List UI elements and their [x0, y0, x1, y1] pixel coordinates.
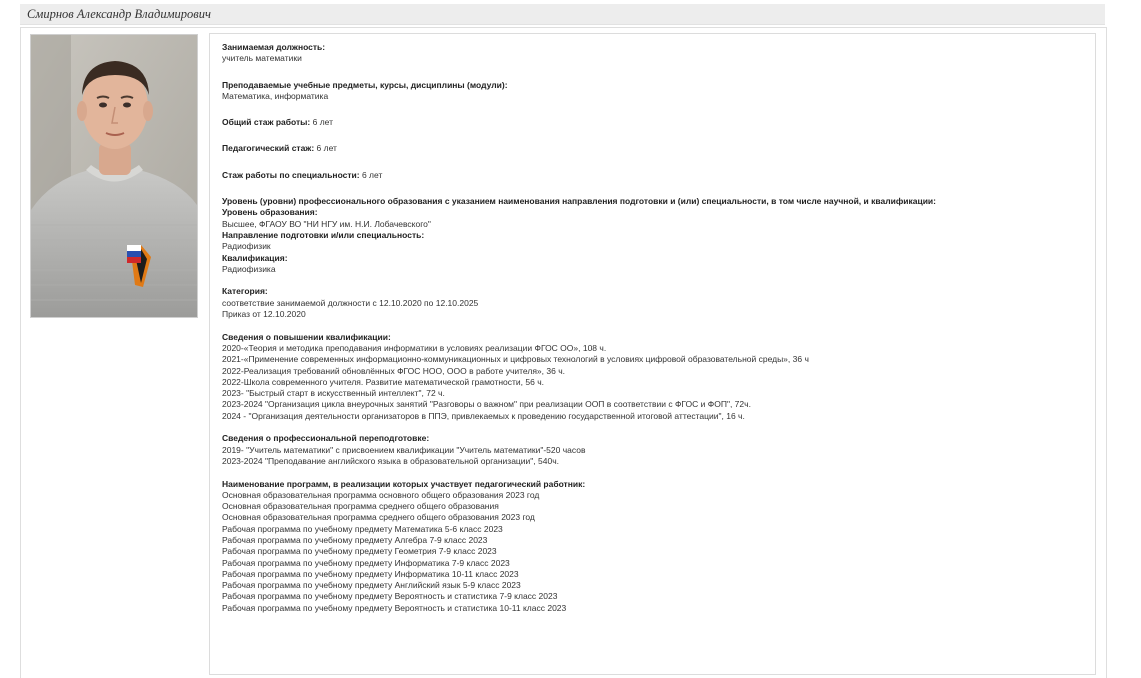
qualification-upgrade-item: 2022-Реализация требований обновлённых ФГОС НОО, ООО в работе учителя», 36 ч. [222, 365, 565, 376]
education-direction-label: Направление подготовки и/или специальность: [222, 229, 425, 240]
program-item: Рабочая программа по учебному предмету Информатика 7-9 класс 2023 [222, 557, 510, 568]
person-header [20, 4, 1105, 25]
qualification-upgrade-label: Сведения о повышении квалификации: [222, 331, 391, 342]
teaching-experience [222, 143, 1082, 154]
category-label: Категория: [222, 286, 268, 297]
education-qualification-label: Квалификация: [222, 252, 288, 263]
education-qualification-value: Радиофизика [222, 263, 276, 274]
education-direction-value: Радиофизик [222, 241, 271, 252]
education-section [222, 196, 1082, 275]
retraining-label: Сведения о профессиональной переподготовке: [222, 433, 430, 444]
education-level-label: Уровень образования: [222, 207, 318, 218]
program-item: Основная образовательная программа основного общего образования 2023 год [222, 489, 540, 500]
programs-section [222, 479, 1082, 615]
program-item: Рабочая программа по учебному предмету Алгебра 7-9 класс 2023 [222, 534, 488, 545]
subjects-section [222, 80, 1082, 103]
qualification-upgrade-item: 2024 - "Организация деятельности организаторов в ППЭ, привлекаемых к проведению государственной итоговой аттестации", 16 ч. [222, 410, 745, 421]
position-value: учитель математики [222, 53, 302, 64]
profile-info-panel [209, 33, 1096, 675]
program-item: Рабочая программа по учебному предмету Вероятность и статистика 10-11 класс 2023 [222, 602, 567, 613]
program-item: Рабочая программа по учебному предмету Вероятность и статистика 7-9 класс 2023 [222, 591, 558, 602]
retraining-item: 2019- "Учитель математики" с присвоением квалификации "Учитель математики"-520 часов [222, 444, 586, 455]
total-experience-label: Общий стаж работы: [222, 117, 311, 128]
profile-content [222, 42, 1082, 614]
program-item: Рабочая программа по учебному предмету Геометрия 7-9 класс 2023 [222, 546, 497, 557]
teaching-experience-label: Педагогический стаж: [222, 143, 315, 154]
qualification-upgrade-item: 2022-Школа современного учителя. Развитие математической грамотности, 56 ч. [222, 376, 544, 387]
total-experience-value: 6 лет [310, 117, 334, 128]
program-item: Рабочая программа по учебному предмету Математика 5-6 класс 2023 [222, 523, 503, 534]
person-name: Смирнов Александр Владимирович [27, 7, 211, 21]
education-level-value: Высшее, ФГАОУ ВО "НИ НГУ им. Н.И. Лобачевского" [222, 218, 431, 229]
category-line: соответствие занимаемой должности с 12.10.2020 по 12.10.2025 [222, 297, 479, 308]
specialty-experience-label: Стаж работы по специальности: [222, 169, 360, 180]
program-item: Основная образовательная программа среднего общего образования 2023 год [222, 512, 535, 523]
position-section [222, 42, 1082, 65]
total-experience [222, 117, 1082, 128]
education-heading: Уровень (уровни) профессионального образования с указанием наименования направления подготовки и (или) специальности, в том числе научной, и квалификации: [222, 196, 936, 207]
program-item: Рабочая программа по учебному предмету Информатика 10-11 класс 2023 [222, 568, 519, 579]
qualification-upgrade-item: 2023-2024 "Организация цикла внеурочных занятий "Разговоры о важном" при реализации ООП в соответствии с ФГОС и ФОП", 72ч. [222, 399, 751, 410]
qualification-upgrade-section [222, 332, 1082, 422]
portrait-image [31, 35, 197, 317]
category-line: Приказ от 12.10.2020 [222, 309, 306, 320]
retraining-section [222, 433, 1082, 467]
program-item: Основная образовательная программа среднего общего образования [222, 501, 499, 512]
program-item: Рабочая программа по учебному предмету Английский язык 5-9 класс 2023 [222, 580, 521, 591]
qualification-upgrade-item: 2020-«Теория и методика преподавания информатики в условиях реализации ФГОС ОО», 108 ч. [222, 342, 607, 353]
subjects-label: Преподаваемые учебные предметы, курсы, дисциплины (модули): [222, 79, 508, 90]
teaching-experience-value: 6 лет [314, 143, 337, 154]
person-photo [30, 34, 198, 318]
qualification-upgrade-item: 2021-«Применение современных информационно-коммуникационных и цифровых технологий в условиях цифровой образовательной среды», 36 ч [222, 354, 809, 365]
specialty-experience-value: 6 лет [359, 169, 383, 180]
subjects-value: Математика, информатика [222, 90, 329, 101]
retraining-item: 2023-2024 "Преподавание английского языка в образовательной организации", 540ч. [222, 455, 560, 466]
programs-label: Наименование программ, в реализации которых участвует педагогический работник: [222, 478, 586, 489]
category-section [222, 286, 1082, 320]
qualification-upgrade-item: 2023- "Быстрый старт в искусственный интеллект", 72 ч. [222, 388, 445, 399]
specialty-experience [222, 170, 1082, 181]
position-label: Занимаемая должность: [222, 42, 326, 52]
